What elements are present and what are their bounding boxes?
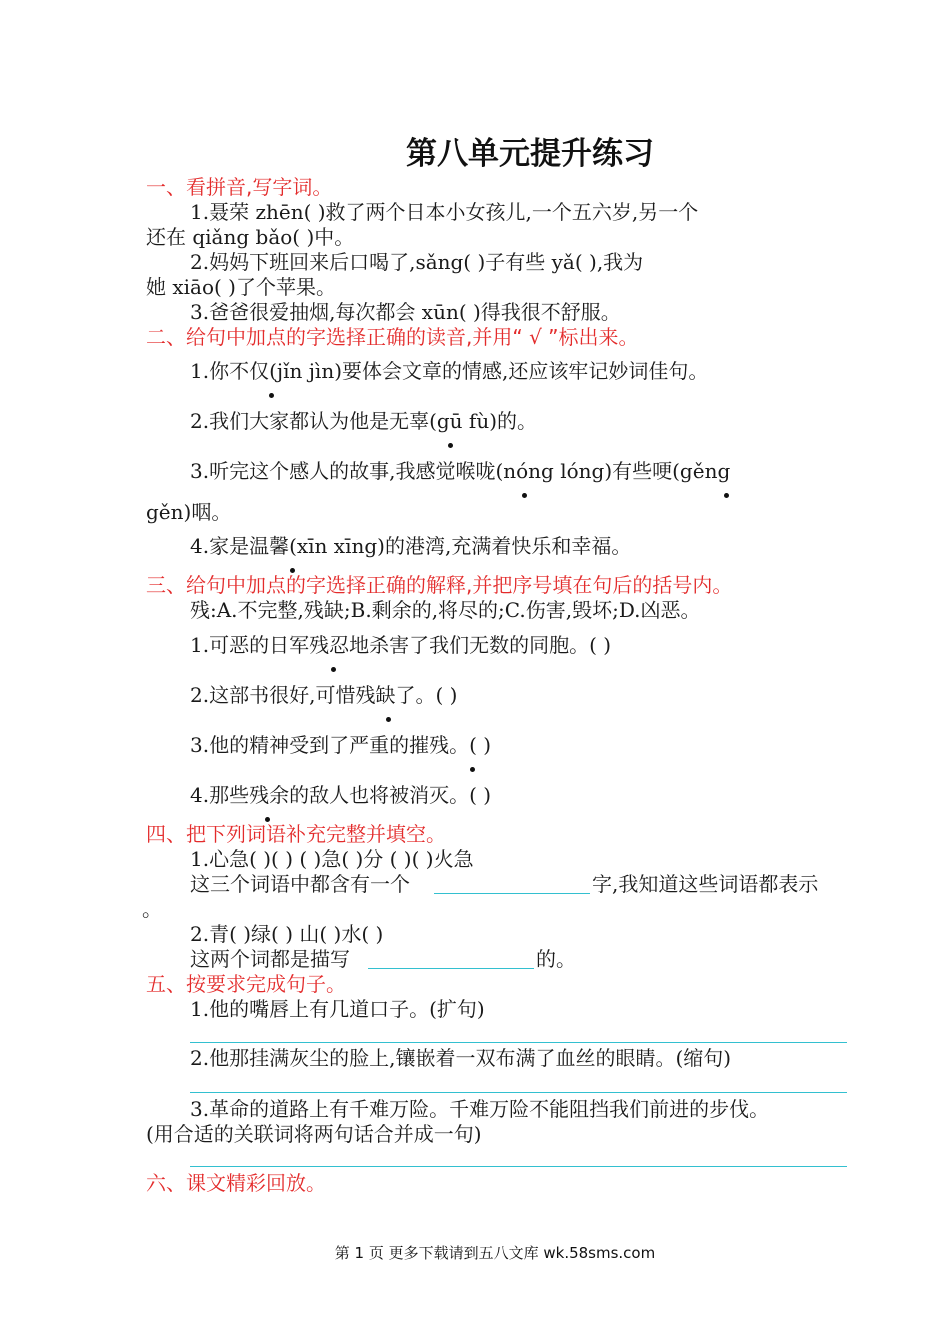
emphasis-dot bbox=[269, 393, 274, 398]
page-footer: 第 1 页 更多下载请到五八文库 wk.58sms.com bbox=[334, 1244, 656, 1262]
section-4-heading: 四、把下列词语补充完整并填空。 bbox=[146, 822, 446, 846]
emphasis-dot bbox=[448, 443, 453, 448]
s1-line-1: 1.聂荣 zhēn( )救了两个日本小女孩儿,一个五六岁,另一个 bbox=[190, 200, 699, 224]
s5-line-2: 2.他那挂满灰尘的脸上,镶嵌着一双布满了血丝的眼睛。(缩句) bbox=[190, 1046, 732, 1070]
s4-line-2a: 这三个词语中都含有一个 bbox=[190, 872, 410, 896]
fill-blank-underline[interactable] bbox=[434, 893, 590, 894]
s4-line-5b: 的。 bbox=[536, 947, 576, 971]
emphasis-dot bbox=[724, 493, 729, 498]
s2-line-5: 4.家是温馨(xīn xīng)的港湾,充满着快乐和幸福。 bbox=[190, 534, 632, 558]
s5-line-4: (用合适的关联词将两句话合并成一句) bbox=[146, 1122, 482, 1146]
s4-line-5a: 这两个词都是描写 bbox=[190, 947, 350, 971]
s3-line-3: 3.他的精神受到了严重的摧残。( ) bbox=[190, 733, 492, 757]
emphasis-dot bbox=[522, 493, 527, 498]
s1-line-3: 2.妈妈下班回来后口喝了,sǎng( )子有些 yǎ( ),我为 bbox=[190, 250, 644, 274]
emphasis-dot bbox=[470, 767, 475, 772]
section-2-heading: 二、给句中加点的字选择正确的读音,并用“ √ ”标出来。 bbox=[146, 325, 639, 349]
section-6-heading: 六、课文精彩回放。 bbox=[146, 1171, 326, 1195]
answer-line[interactable] bbox=[190, 1092, 847, 1093]
s2-line-3: 3.听完这个感人的故事,我感觉喉咙(nóng lóng)有些哽(gěng bbox=[190, 459, 731, 483]
s1-line-5: 3.爸爸很爱抽烟,每次都会 xūn( )得我很不舒服。 bbox=[190, 300, 621, 324]
section-5-heading: 五、按要求完成句子。 bbox=[146, 972, 346, 996]
s4-line-2b: 字,我知道这些词语都表示 bbox=[592, 872, 819, 896]
section-3-heading: 三、给句中加点的字选择正确的解释,并把序号填在句后的括号内。 bbox=[146, 573, 733, 597]
s4-line-4: 2.青( )绿( ) 山( )水( ) bbox=[190, 922, 384, 946]
fill-blank-underline[interactable] bbox=[368, 968, 534, 969]
s5-line-1: 1.他的嘴唇上有几道口子。(扩句) bbox=[190, 997, 485, 1021]
s1-line-4: 她 xiāo( )了个苹果。 bbox=[146, 275, 336, 299]
emphasis-dot bbox=[331, 667, 336, 672]
s3-line-4: 4.那些残余的敌人也将被消灭。( ) bbox=[190, 783, 492, 807]
s3-line-2: 2.这部书很好,可惜残缺了。( ) bbox=[190, 683, 458, 707]
s2-line-2: 2.我们大家都认为他是无辜(gū fù)的。 bbox=[190, 409, 538, 433]
answer-line[interactable] bbox=[190, 1166, 847, 1167]
section-1-heading: 一、看拼音,写字词。 bbox=[146, 175, 333, 199]
page-title: 第八单元提升练习 bbox=[406, 136, 654, 172]
s3-definition: 残:A.不完整,残缺;B.剩余的,将尽的;C.伤害,毁坏;D.凶恶。 bbox=[190, 598, 701, 622]
s3-line-1: 1.可恶的日军残忍地杀害了我们无数的同胞。( ) bbox=[190, 633, 612, 657]
s2-line-4: gěn)咽。 bbox=[146, 500, 232, 524]
emphasis-dot bbox=[386, 717, 391, 722]
s1-line-2: 还在 qiǎng bǎo( )中。 bbox=[146, 225, 355, 249]
s4-line-1: 1.心急( )( ) ( )急( )分 ( )( )火急 bbox=[190, 847, 474, 871]
s4-line-3: 。 bbox=[142, 897, 162, 921]
s5-line-3: 3.革命的道路上有千难万险。千难万险不能阻挡我们前进的步伐。 bbox=[190, 1097, 770, 1121]
s2-line-1: 1.你不仅(jǐn jìn)要体会文章的情感,还应该牢记妙词佳句。 bbox=[190, 359, 709, 383]
answer-line[interactable] bbox=[190, 1042, 847, 1043]
